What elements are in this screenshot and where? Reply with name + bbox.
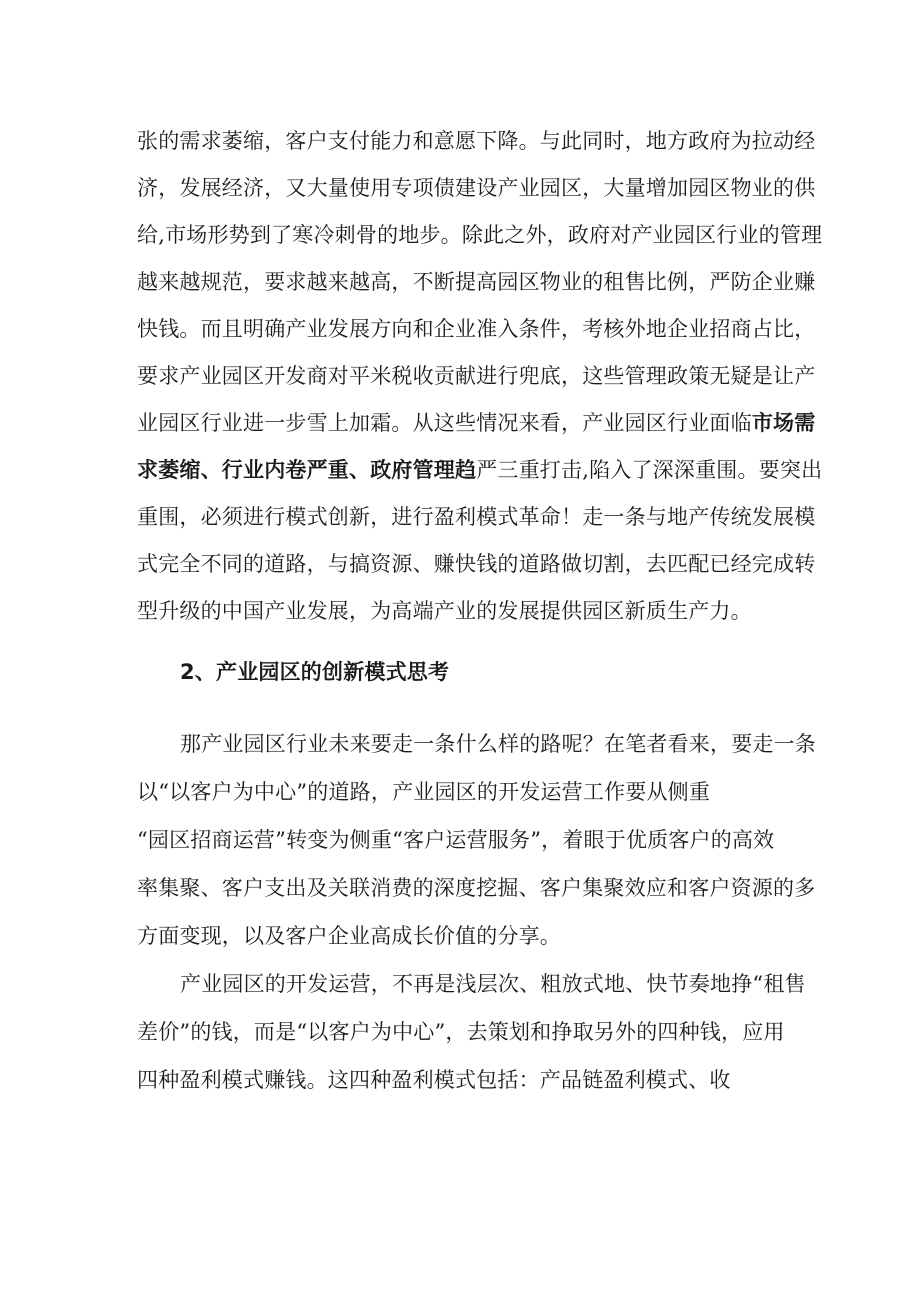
- paragraph-1-line-4: 越来越规范，要求越来越高，不断提高园区物业的租售比例，严防企业赚: [137, 270, 816, 294]
- paragraph-1-line-10: 式完全不同的道路，与搞资源、赚快钱的道路做切割，去匹配已经完成转: [137, 552, 816, 576]
- paragraph-3-line-2: 差价”的钱，而是“以客户为中心”，去策划和挣取另外的四种钱，应用: [137, 1020, 785, 1044]
- paragraph-2-line-1: 那产业园区行业未来要走一条什么样的路呢？在笔者看来，要走一条: [180, 732, 816, 756]
- paragraph-2-line-3: “园区招商运营”转变为侧重“客户运营服务”，着眼于优质客户的高效: [137, 828, 775, 852]
- paragraph-1-line-7: [137, 409, 815, 437]
- paragraph-1-line-3: 给,市场形势到了寒冷刺骨的地步。除此之外，政府对产业园区行业的管理: [137, 223, 823, 247]
- paragraph-3-line-3: 四种盈利模式赚钱。这四种盈利模式包括：产品链盈利模式、收: [137, 1068, 731, 1092]
- paragraph-2-line-5: 方面变现，以及客户企业高成长价值的分享。: [137, 924, 561, 948]
- line-8-normal-text: 严三重打击,陷入了深深重围。要突出: [476, 458, 823, 482]
- paragraph-1-line-8: [137, 456, 822, 484]
- paragraph-1-line-11: 型升级的中国产业发展，为高端产业的发展提供园区新质生产力。: [137, 599, 752, 623]
- paragraph-3-line-1: 产业园区的开发运营，不再是浅层次、粗放式地、快节奏地挣“租售: [180, 972, 806, 996]
- paragraph-1-line-5: 快钱。而且明确产业发展方向和企业准入条件，考核外地企业招商占比，: [137, 317, 816, 341]
- line-7-normal-text: 业园区行业进一步雪上加霜。从这些情况来看，产业园区行业面临: [137, 411, 752, 435]
- paragraph-2-line-2: 以“以客户为中心”的道路，产业园区的开发运营工作要从侧重: [137, 780, 711, 804]
- paragraph-1-line-1: 张的需求萎缩，客户支付能力和意愿下降。与此同时，地方政府为拉动经: [137, 129, 816, 153]
- paragraph-1-line-6: 要求产业园区开发商对平米税收贡献进行兜底，这些管理政策无疑是让产: [137, 364, 816, 388]
- section-heading: 2、产业园区的创新模式思考: [180, 660, 450, 684]
- paragraph-1-line-2: 济，发展经济，又大量使用专项债建设产业园区，大量增加园区物业的供: [137, 176, 816, 200]
- line-7-bold-text: 市场需: [751, 410, 816, 435]
- paragraph-1-line-9: 重围，必须进行模式创新，进行盈利模式革命！走一条与地产传统发展模: [137, 505, 816, 529]
- line-8-bold-text: 求萎缩、行业内卷严重、政府管理趋: [137, 457, 477, 482]
- paragraph-2-line-4: 率集聚、客户支出及关联消费的深度挖掘、客户集聚效应和客户资源的多: [137, 876, 816, 900]
